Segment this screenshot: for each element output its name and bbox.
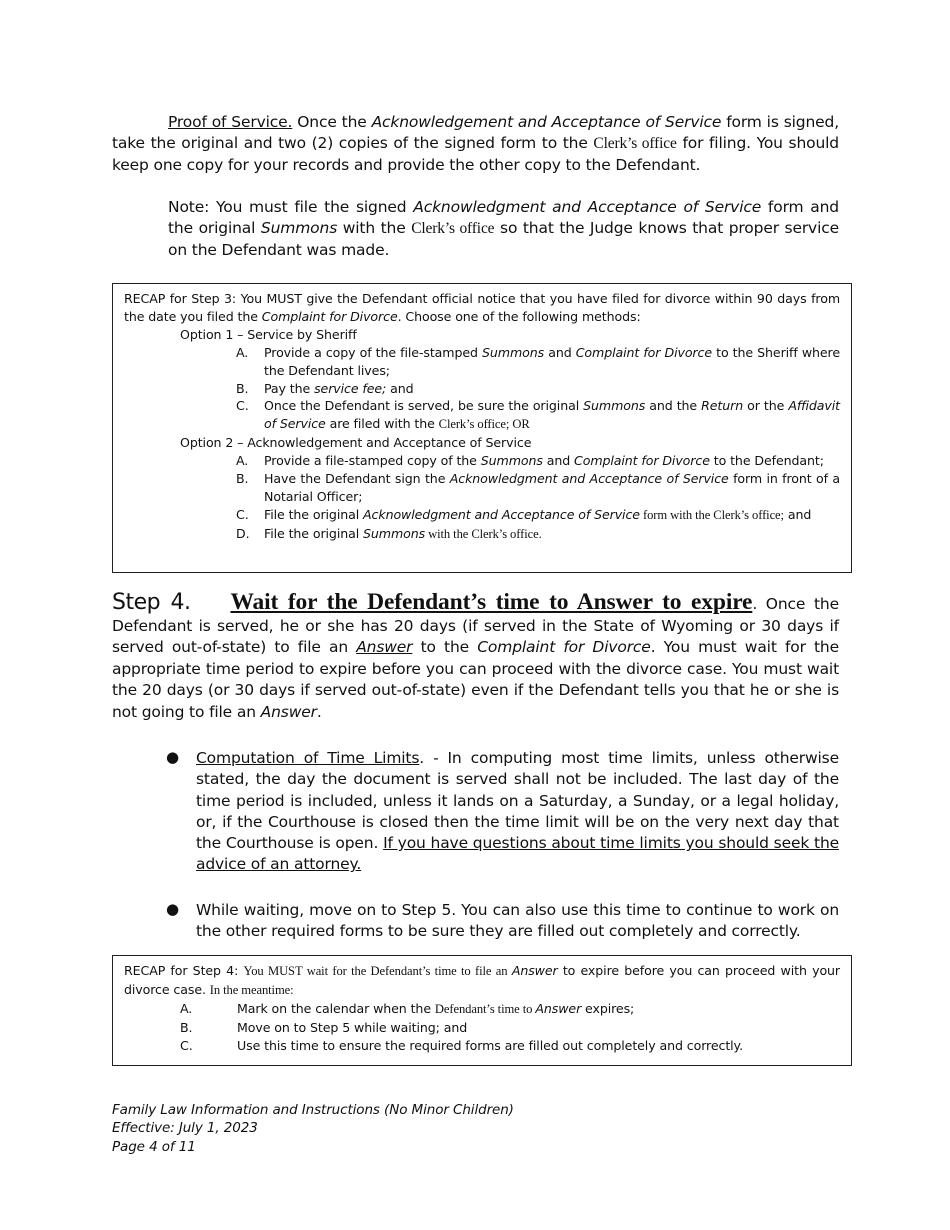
option-2-item-d bbox=[124, 525, 840, 544]
list-letter: B. bbox=[236, 380, 249, 396]
text: to expire before you can proceed with your divorce case. bbox=[124, 963, 841, 997]
text: and bbox=[386, 380, 414, 396]
recap-4-item-b bbox=[124, 1019, 840, 1037]
text: form in front of a Notarial Officer; bbox=[264, 471, 840, 504]
italic-text: Summons bbox=[363, 525, 426, 541]
recap-step-4-box bbox=[112, 955, 852, 1066]
list-letter: A. bbox=[236, 453, 249, 469]
text: File the original bbox=[264, 506, 364, 522]
list-letter: A. bbox=[236, 344, 249, 360]
text: and bbox=[542, 453, 575, 469]
bullet-text bbox=[196, 748, 839, 876]
italic-text: Affidavit of Service bbox=[264, 398, 840, 432]
text: Use this time to ensure the required forms are filled out completely and correctly. bbox=[237, 1037, 744, 1053]
form-name: Acknowledgement and Acceptance of Service bbox=[371, 113, 722, 131]
text: RECAP for Step 4: bbox=[124, 963, 244, 978]
recap-step-4-lead bbox=[124, 962, 840, 1000]
text: are filed with the bbox=[325, 416, 439, 432]
footer-title: Family Law Information and Instructions (No Minor Children) bbox=[112, 1102, 514, 1118]
list-letter: C. bbox=[180, 1037, 193, 1053]
italic-text: Acknowledgment and Acceptance of Service bbox=[449, 471, 729, 487]
text: and bbox=[783, 506, 812, 522]
text: . You must wait for the appropriate time period to expire before you can proceed with the divorce case. You must wait the 20 days (or 30 days if served out-of-state) even if the Defendant tells you that he or she is not going to file an bbox=[112, 638, 839, 721]
clerk-text: with the Clerk’s office. bbox=[425, 526, 542, 541]
list-letter: C. bbox=[236, 398, 249, 414]
italic-text: Return bbox=[701, 398, 744, 414]
text: RECAP for Step 3: You MUST give the Defendant official notice that you have filed for divorce within 90 days from the date you filed the bbox=[124, 291, 840, 324]
text: Have the Defendant sign the bbox=[264, 471, 450, 487]
italic-text: service fee; bbox=[314, 380, 387, 396]
bullet-while-waiting bbox=[166, 900, 839, 943]
text: Move on to Step 5 while waiting; and bbox=[237, 1019, 468, 1035]
complaint-text: Complaint for Divorce bbox=[261, 308, 398, 324]
text: Once the Defendant is served, be sure the original bbox=[264, 398, 584, 414]
text: Mark on the calendar when the bbox=[237, 1000, 435, 1016]
text: Pay the bbox=[264, 380, 315, 396]
proof-of-service-heading: Proof of Service. bbox=[168, 113, 293, 131]
text: Provide a file-stamped copy of the bbox=[264, 453, 481, 469]
step-4-paragraph bbox=[112, 589, 839, 724]
list-letter: A. bbox=[180, 1000, 193, 1016]
recap-step-3-lead bbox=[124, 290, 840, 326]
text: expires; bbox=[581, 1000, 635, 1016]
italic-text: Summons bbox=[482, 344, 545, 360]
text: . - In computing most time limits, unless otherwise stated, the day the document is served shall not be included. The last day of the time period is included, unless it lands on a Saturday, a Sunday, or a legal holiday, or, if the Courthouse is closed then the time limit will be on the very next day that the Courthouse is open. bbox=[196, 749, 839, 853]
text: Once the bbox=[292, 113, 372, 131]
note-paragraph bbox=[168, 197, 839, 261]
answer-text: Answer bbox=[511, 963, 558, 978]
text: . Choose one of the following methods: bbox=[397, 308, 641, 324]
text: so that the Judge knows that proper service on the Defendant was made. bbox=[168, 219, 839, 259]
option-1-item-c bbox=[124, 397, 840, 434]
recap-step-3-box bbox=[112, 283, 852, 573]
serif-text: In the meantime: bbox=[209, 982, 294, 997]
text: and the bbox=[645, 398, 702, 414]
clerk-text: form with the Clerk’s office; bbox=[639, 507, 784, 522]
complaint-text: Complaint for Divorce bbox=[477, 638, 651, 657]
text: with the bbox=[337, 219, 412, 238]
attorney-advice: If you have questions about time limits you should seek the advice of an attorney. bbox=[196, 834, 840, 874]
serif-text: Defendant’s time to bbox=[434, 1001, 536, 1016]
list-letter: B. bbox=[180, 1019, 193, 1035]
option-2-item-b bbox=[124, 470, 840, 506]
bullet-icon: ● bbox=[166, 748, 180, 766]
clerk-text: Clerk’s office bbox=[411, 220, 495, 238]
option-2-item-a bbox=[124, 452, 840, 470]
time-limits-heading: Computation of Time Limits bbox=[196, 749, 420, 767]
text: or the bbox=[743, 398, 789, 414]
option-1-title: Option 1 – Service by Sheriff bbox=[180, 326, 357, 342]
italic-text: Complaint for Divorce bbox=[574, 453, 710, 469]
italic-text: Summons bbox=[583, 398, 646, 414]
proof-of-service-paragraph bbox=[112, 112, 839, 176]
answer-text: Answer bbox=[535, 1000, 582, 1016]
answer-text: Answer bbox=[356, 638, 413, 657]
text: and bbox=[544, 344, 576, 360]
footer-page-number: Page 4 of 11 bbox=[112, 1138, 196, 1155]
text: form and the original bbox=[168, 198, 839, 238]
step-4-title: Wait for the Defendant’s time to Answer to expire bbox=[230, 589, 753, 615]
option-1-item-b bbox=[124, 380, 840, 398]
bullet-time-limits bbox=[166, 748, 839, 876]
recap-4-item-c bbox=[124, 1037, 840, 1055]
answer-text: Answer bbox=[260, 702, 317, 721]
list-letter: B. bbox=[236, 471, 249, 487]
text: to the Defendant; bbox=[709, 453, 824, 469]
text: for filing. You should keep one copy for your records and provide the other copy to the Defendant. bbox=[112, 134, 839, 174]
italic-text: Summons bbox=[480, 453, 543, 469]
serif-text: You MUST wait for the Defendant’s time to file an bbox=[243, 964, 512, 978]
list-letter: D. bbox=[236, 525, 250, 541]
list-letter: C. bbox=[236, 506, 249, 522]
option-2-title: Option 2 – Acknowledgement and Acceptance of Service bbox=[180, 435, 532, 451]
bullet-icon: ● bbox=[166, 900, 180, 918]
text: . Once the Defendant is served, he or she has 20 days (if served in the State of Wyoming or 30 days if served out-of-state) to file an bbox=[112, 595, 839, 657]
text: File the original bbox=[264, 525, 364, 541]
step-4-label: Step 4. bbox=[112, 590, 191, 615]
text: to the bbox=[412, 638, 478, 657]
recap-4-item-a bbox=[124, 1000, 840, 1019]
footer-effective-date: Effective: July 1, 2023 bbox=[112, 1120, 258, 1137]
text: form is signed, take the original and two (2) copies of the signed form to the bbox=[112, 113, 839, 153]
summons-text: Summons bbox=[260, 219, 338, 238]
option-2-item-c bbox=[124, 506, 840, 525]
text: . bbox=[316, 702, 322, 721]
text: Note: You must file the signed bbox=[168, 198, 414, 216]
form-name: Acknowledgment and Acceptance of Service bbox=[413, 198, 762, 216]
clerk-text: Clerk’s office bbox=[593, 135, 677, 153]
clerk-text: Clerk’s office; OR bbox=[438, 417, 530, 432]
option-1-item-a bbox=[124, 344, 840, 380]
italic-text: Acknowledgment and Acceptance of Service bbox=[363, 506, 640, 522]
text: to the Sheriff where the Defendant lives; bbox=[264, 344, 841, 378]
italic-text: Complaint for Divorce bbox=[575, 344, 712, 360]
bullet-text: While waiting, move on to Step 5. You can also use this time to continue to work on the other required forms to be sure they are filled out completely and correctly. bbox=[196, 901, 839, 941]
page-footer bbox=[112, 1101, 514, 1156]
text: Provide a copy of the file-stamped bbox=[264, 344, 483, 360]
